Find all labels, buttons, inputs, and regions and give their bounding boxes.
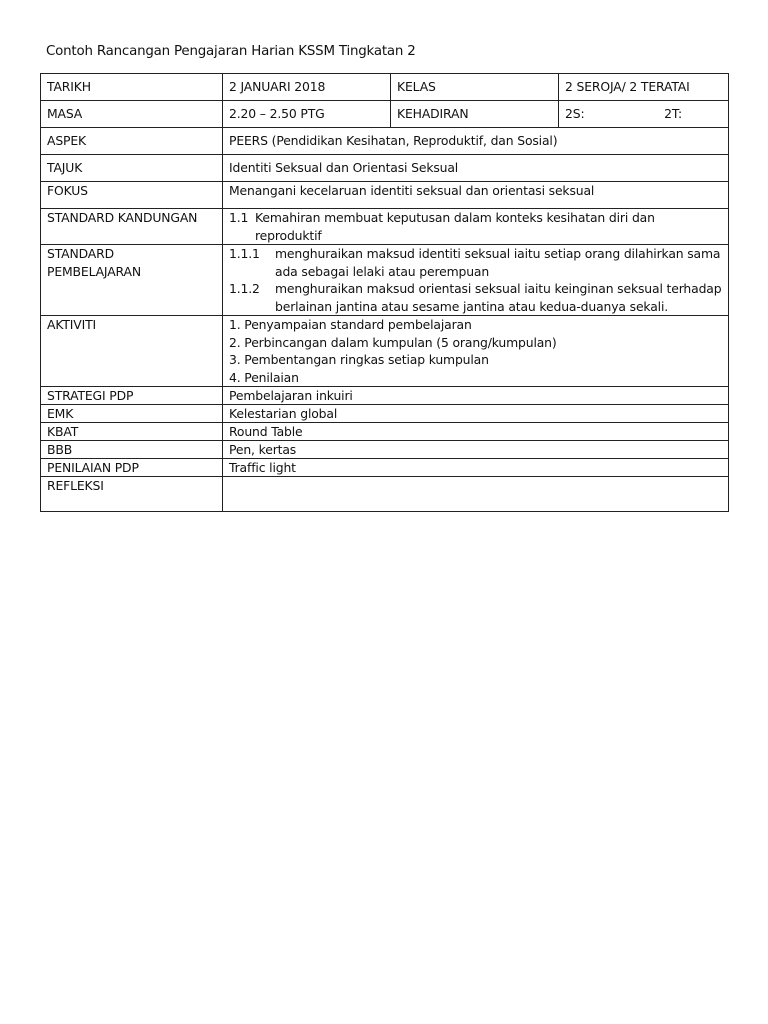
aktiviti-item: 2. Perbincangan dalam kumpulan (5 orang/kumpulan) — [229, 334, 557, 350]
fokus-label: FOKUS — [41, 182, 223, 209]
penilaian-value: Traffic light — [223, 459, 729, 477]
masa-value: 2.20 – 2.50 PTG — [223, 101, 391, 128]
sp-item-text: menghuraikan maksud identiti seksual iaitu setiap orang dilahirkan sama ada sebagai lelaki atau perempuan — [275, 246, 721, 279]
sk-label: STANDARD KANDUNGAN — [41, 209, 223, 245]
aspek-label: ASPEK — [41, 128, 223, 155]
sp-label-line-2: PEMBELAJARAN — [47, 263, 141, 279]
row-aktiviti — [41, 316, 729, 387]
bbb-value: Pen, kertas — [223, 441, 729, 459]
kbat-label: KBAT — [41, 423, 223, 441]
aspek-value: PEERS (Pendidikan Kesihatan, Reproduktif, dan Sosial) — [223, 128, 729, 155]
sp-item-text: menghuraikan maksud orientasi seksual iaitu keinginan seksual terhadap berlainan jantina atau sesame jantina atau kedua-duanya sekali. — [275, 281, 722, 314]
kehadiran-2s: 2S: — [565, 106, 585, 122]
tarikh-label: TARIKH — [41, 74, 223, 101]
sk-text: Kemahiran membuat keputusan dalam konteks kesihatan diri dan reproduktif — [255, 210, 655, 243]
tarikh-value: 2 JANUARI 2018 — [223, 74, 391, 101]
aktiviti-label: AKTIVITI — [41, 316, 223, 387]
row-kbat — [41, 423, 729, 441]
row-fokus — [41, 182, 729, 209]
sk-code: 1.1 — [229, 210, 249, 225]
row-tarikh — [41, 74, 729, 101]
refleksi-value — [223, 477, 729, 512]
tajuk-label: TAJUK — [41, 155, 223, 182]
strategi-value: Pembelajaran inkuiri — [223, 387, 729, 405]
row-aspek — [41, 128, 729, 155]
aktiviti-item: 1. Penyampaian standard pembelajaran — [229, 317, 472, 332]
row-emk — [41, 405, 729, 423]
kehadiran-value — [559, 101, 729, 128]
kehadiran-label: KEHADIRAN — [391, 101, 559, 128]
row-standard-pembelajaran — [41, 245, 729, 316]
bbb-label: BBB — [41, 441, 223, 459]
sp-item — [229, 245, 722, 280]
emk-value: Kelestarian global — [223, 405, 729, 423]
document-title: Contoh Rancangan Pengajaran Harian KSSM Tingkatan 2 — [46, 44, 416, 59]
masa-label: MASA — [41, 101, 223, 128]
kehadiran-2t: 2T: — [664, 106, 682, 122]
sp-label-line-1: STANDARD — [47, 246, 114, 261]
penilaian-label: PENILAIAN PDP — [41, 459, 223, 477]
sp-item-code: 1.1.2 — [229, 281, 260, 296]
aktiviti-item: 4. Penilaian — [229, 369, 299, 385]
emk-label: EMK — [41, 405, 223, 423]
sp-item-code: 1.1.1 — [229, 246, 260, 261]
tajuk-value: Identiti Seksual dan Orientasi Seksual — [223, 155, 729, 182]
row-penilaian — [41, 459, 729, 477]
row-bbb — [41, 441, 729, 459]
row-tajuk — [41, 155, 729, 182]
strategi-label: STRATEGI PDP — [41, 387, 223, 405]
sk-value — [223, 209, 729, 245]
row-refleksi — [41, 477, 729, 512]
kelas-value: 2 SEROJA/ 2 TERATAI — [559, 74, 729, 101]
aktiviti-value — [223, 316, 729, 387]
aktiviti-item: 3. Pembentangan ringkas setiap kumpulan — [229, 352, 489, 367]
fokus-value: Menangani kecelaruan identiti seksual dan orientasi seksual — [223, 182, 729, 209]
kelas-label: KELAS — [391, 74, 559, 101]
row-masa — [41, 101, 729, 128]
lesson-plan-table — [40, 73, 729, 512]
kbat-value: Round Table — [223, 423, 729, 441]
row-standard-kandungan — [41, 209, 729, 245]
sp-label — [41, 245, 223, 316]
sp-value — [223, 245, 729, 316]
row-strategi — [41, 387, 729, 405]
sp-item — [229, 280, 722, 315]
refleksi-label: REFLEKSI — [41, 477, 223, 512]
